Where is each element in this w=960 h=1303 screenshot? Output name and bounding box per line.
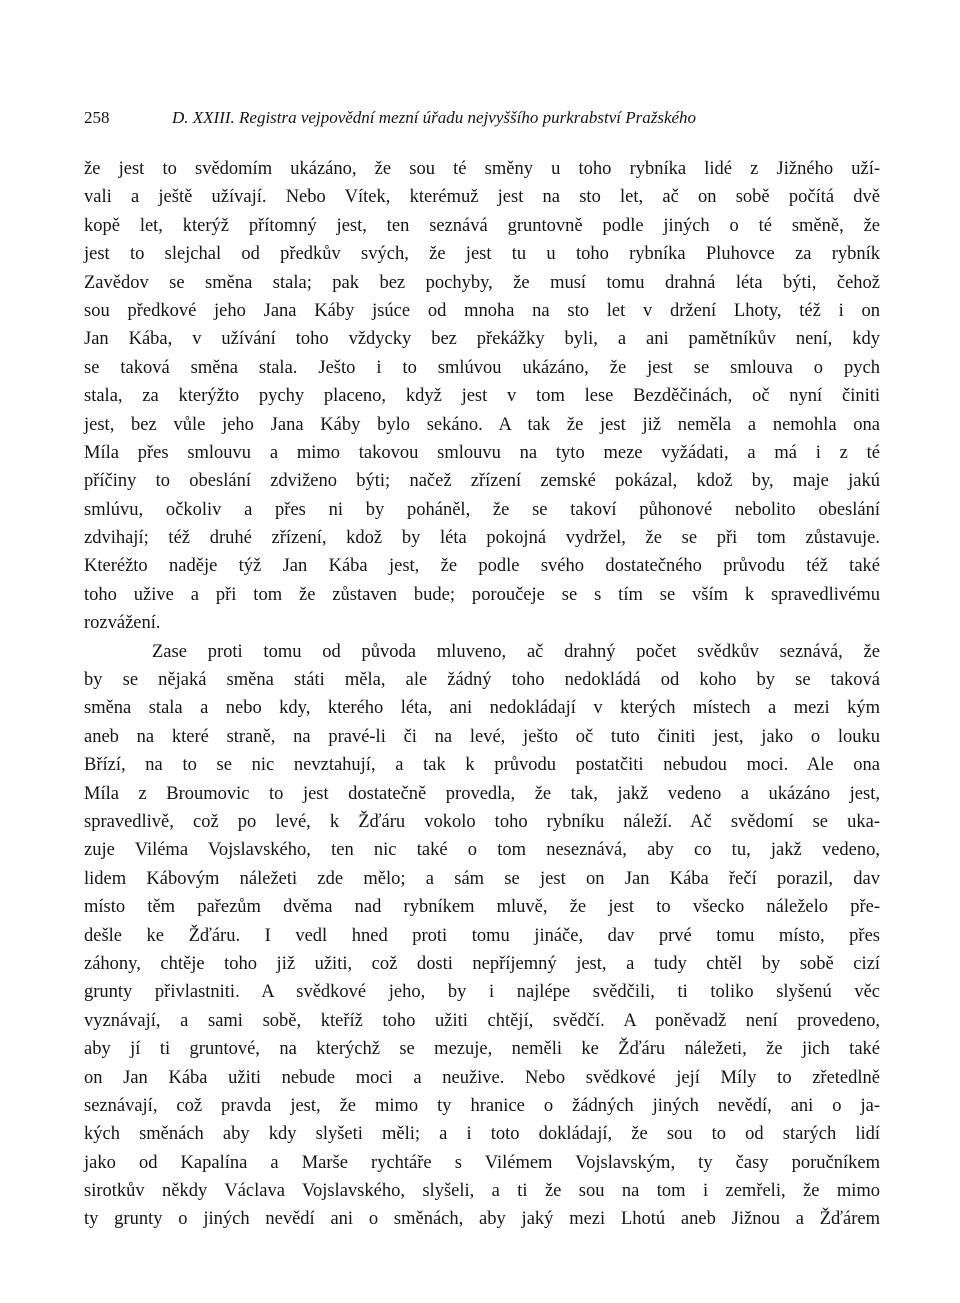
running-title: D. XXIII. Registra vejpovědní mezní úřadu nejvyššího purkrabství Pražského [172, 108, 697, 127]
text-line: kých směnách aby kdy slyšeti měli; a i toto dokládají, že sou to od starých lidí [84, 1124, 880, 1145]
text-line: zuje Viléma Vojslavského, ten nic také o tom neseznává, aby co tu, jakž vedeno, [84, 840, 880, 861]
text-line: kopě let, kterýž přítomný jest, ten seznává gruntovně podle jiných o té směně, že [84, 215, 880, 236]
text-line: Míla z Broumovic to jest dostatečně provedla, že tak, jakž vedeno a ukázáno jest, [84, 783, 880, 804]
text-line: grunty přivlastniti. A svědkové jeho, by i najlépe svědčili, ti toliko slyšenú věc [84, 982, 880, 1003]
text-line: dešle ke Žďáru. I vedl hned proti tomu jináče, dav prvé tomu místo, přes [84, 925, 880, 946]
text-line: jako od Kapalína a Marše rychtáře s Vilémem Vojslavským, ty časy poručníkem [84, 1152, 880, 1173]
text-line: vali a ještě užívají. Nebo Vítek, kterémuž jest na sto let, ač on sobě počítá dvě [84, 187, 880, 208]
text-line: on Jan Kába užiti nebude moci a neužive. Nebo svědkové její Míly to zřetedlně [84, 1067, 880, 1088]
text-line: sou předkové jeho Jana Káby jsúce od mnoha na sto let v držení Lhoty, též i on [84, 300, 880, 321]
text-line: jest, bez vůle jeho Jana Káby bylo sekáno. A tak že jest již neměla a nemohla ona [84, 414, 880, 435]
text-line: vyznávají, a sami sobě, kteříž toho užiti chtějí, svědčí. A poněvadž není provedeno, [84, 1010, 880, 1031]
text-line: Zase proti tomu od původa mluveno, ač drahný počet svědkův seznává, že [152, 641, 880, 662]
text-line: směna stala a nebo kdy, kterého léta, ani nedokládají v kterých místech a mezi kým [84, 698, 880, 719]
text-line: spravedlivě, což po levé, k Žďáru vokolo toho rybníku náleží. Ač svědomí se uka- [84, 811, 880, 832]
text-line: Jan Kába, v užívání toho vždycky bez překážky byli, a ani pamětníkův není, kdy [84, 329, 880, 350]
text-line: rozvážení. [84, 613, 161, 634]
text-line: zdvihají; též druhé zřízení, kdož by léta pokojná vydržel, že se při tom zůstavuje. [84, 528, 880, 549]
text-line: by se nějaká směna státi měla, ale žádný toho nedokládá od koho by se taková [84, 670, 880, 691]
running-head [84, 104, 880, 132]
text-line: místo těm pařezům dvěma nad rybníkem mluvě, že jest to všecko náleželo pře- [84, 897, 880, 918]
text-line: jest to slejchal od předkův svých, že jest tu u toho rybníka Pluhovce za rybník [84, 244, 880, 265]
text-line: Kteréžto naděje týž Jan Kába jest, že podle svého dostatečného průvodu též také [84, 556, 880, 577]
text-line: aby jí ti gruntové, na kterýchž se mezuje, neměli ke Žďáru náležeti, že jich také [84, 1039, 880, 1060]
text-line: se taková směna stala. Ješto i to smlúvou ukázáno, že jest se smlouva o pych [84, 357, 880, 378]
text-line: stala, za kterýžto pychy placeno, když jest v tom lese Bezděčinách, oč nyní činiti [84, 386, 880, 407]
text-line: sirotkův někdy Václava Vojslavského, slyšeli, a ti že sou na tom i zemřeli, že mimo [84, 1181, 880, 1202]
page-number: 258 [84, 108, 110, 127]
text-line: lidem Kábovým náležeti zde mělo; a sám se jest on Jan Kába řečí porazil, dav [84, 868, 880, 889]
text-line: Míla přes smlouvu a mimo takovou smlouvu na tyto meze vyžádati, a má i z té [84, 442, 880, 463]
text-line: Břízí, na to se nic nevztahují, a tak k průvodu postatčiti nebudou moci. Ale ona [84, 755, 880, 776]
text-line: smlúvu, očkoliv a přes ni by poháněl, že se takoví půhonové nebolito obeslání [84, 499, 880, 520]
body-text [84, 155, 880, 1234]
text-line: toho uživе a při tom že zůstaven bude; poroučeje se s tím se vším k spravedlivému [84, 584, 880, 605]
text-line: záhony, chtěje toho již užiti, což dosti nepříjemný jest, a tudy chtěl by sobě cizí [84, 953, 880, 974]
text-line: Zavědov se směna stala; pak bez pochyby, že musí tomu drahná léta býti, čehož [84, 272, 880, 293]
text-line: příčiny to obeslání zdviženo býti; načež zřízení zemské pokázal, kdož by, maje jakú [84, 471, 880, 492]
text-line: seznávají, což pravda jest, že mimo ty hranice o žádných jiných nevědí, ani o ja- [84, 1095, 880, 1116]
text-line: aneb na které straně, na pravé-li či na levé, ješto oč tuto činiti jest, jako o louku [84, 726, 880, 747]
text-line: že jest to svědomím ukázáno, že sou té směny u toho rybníka lidé z Jižného uží- [84, 159, 880, 179]
text-line: ty grunty o jiných nevědí ani o směnách, aby jaký mezi Lhotú aneb Jižnou a Žďárem [84, 1209, 880, 1230]
